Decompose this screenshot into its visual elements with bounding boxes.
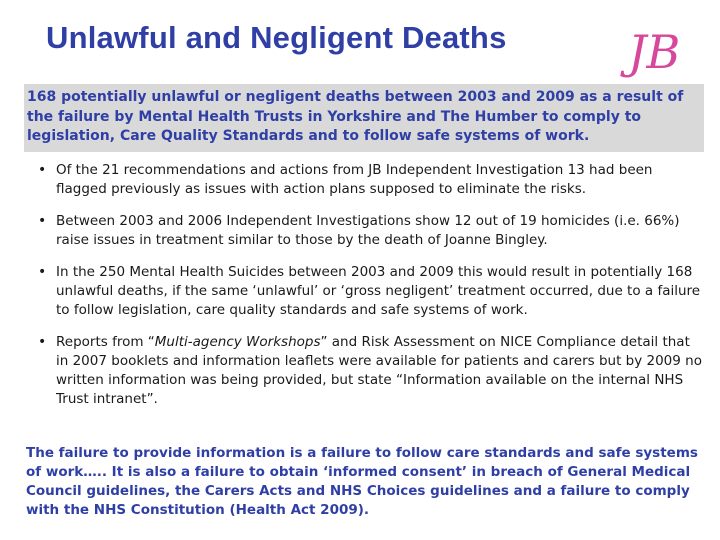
- bullet-run: ” and Risk Assessment on NICE Compliance detail that in 2007 booklets and information leaflets were available for patients and carers but by 2009 no written information was being provided, but state “Information available on the internal NHS Trust intranet”.: [56, 334, 702, 407]
- bullet-item: [38, 161, 702, 199]
- bullet-dot-icon: •: [38, 264, 47, 280]
- bullet-item: [38, 333, 702, 409]
- logo-text: JB: [628, 25, 681, 79]
- slide-title: Unlawful and Negligent Deaths: [46, 20, 507, 55]
- bullet-dot-icon: •: [38, 162, 47, 178]
- jb-logo: [628, 26, 700, 80]
- bullet-run: In the 250 Mental Health Suicides between 2003 and 2009 this would result in potentially 168 unlawful deaths, if the same ‘unlawful’ or ‘gross negligent’ treatment occurred, due to a failure to follow legislation, care quality standards and safe systems of work.: [56, 264, 701, 318]
- bullet-item: [38, 212, 702, 250]
- bullet-list: [38, 161, 702, 422]
- bullet-item: [38, 263, 702, 320]
- bullet-text: [56, 213, 680, 248]
- bullet-run: Reports from “: [56, 334, 155, 350]
- bullet-run: Of the 21 recommendations and actions from JB Independent Investigation 13 had been flagged previously as issues with action plans supposed to eliminate the risks.: [56, 162, 653, 197]
- bullet-dot-icon: •: [38, 334, 47, 350]
- footer-text: The failure to provide information is a failure to follow care standards and safe systems of work….. It is also a failure to obtain ‘informed consent’ in breach of General Medical Council guidelines, the Carers Acts and NHS Choices guidelines and a failure to comply with the NHS Constitution (Health Act 2009).: [26, 445, 698, 518]
- bullet-run: Between 2003 and 2006 Independent Investigations show 12 out of 19 homicides (i.e. 66%) raise issues in treatment similar to those by the death of Joanne Bingley.: [56, 213, 680, 248]
- bullet-dot-icon: •: [38, 213, 47, 229]
- bullet-emphasis: Multi-agency Workshops: [154, 334, 321, 350]
- summary-box: [24, 84, 704, 152]
- bullet-text: [56, 162, 653, 197]
- summary-text: 168 potentially unlawful or negligent deaths between 2003 and 2009 as a result of the failure by Mental Health Trusts in Yorkshire and The Humber to comply to legislation, Care Quality Standards and to follow safe systems of work.: [27, 89, 684, 144]
- bullet-text: [56, 334, 702, 407]
- bullet-text: [56, 264, 700, 318]
